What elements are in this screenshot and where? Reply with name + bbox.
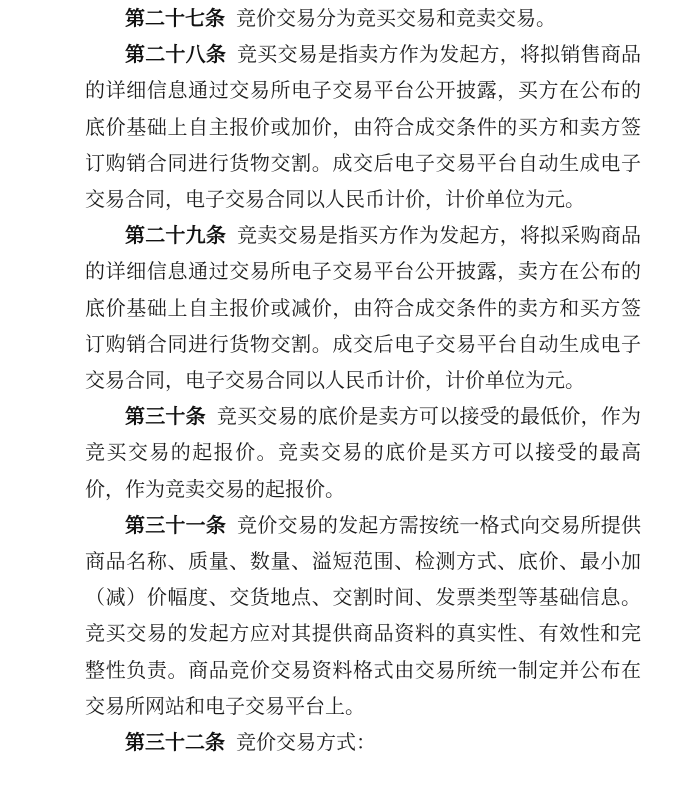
article-paragraph (85, 37, 641, 218)
article-number: 第二十七条 (125, 8, 225, 30)
article-text: 竞价交易的发起方需按统一格式向交易所提供商品名称、质量、数量、溢短范围、检测方式、底价、最小加（减）价幅度、交货地点、交割时间、发票类型等基础信息。竞买交易的发起方应对其提供商品资料的真实性、有效性和完整性负责。商品竞价交易资料格式由交易所统一制定并公布在交易所网站和电子交易平台上。 (85, 514, 642, 718)
article-number: 第三十二条 (125, 732, 225, 755)
document-body (85, 1, 641, 761)
article-paragraph (85, 399, 641, 508)
article-number: 第二十八条 (125, 44, 227, 67)
article-paragraph (85, 725, 641, 761)
article-text: 竞价交易分为竞买交易和竞卖交易。 (236, 8, 556, 30)
article-number: 第二十九条 (125, 225, 227, 248)
article-paragraph (85, 218, 641, 399)
article-text: 竞价交易方式： (236, 732, 376, 755)
article-paragraph (85, 508, 641, 725)
article-number: 第三十条 (125, 406, 206, 429)
article-text: 竞买交易的底价是卖方可以接受的最低价，作为竞买交易的起报价。竞卖交易的底价是买方可以接受的最高价，作为竞卖交易的起报价。 (85, 406, 642, 501)
article-text: 竞买交易是指卖方作为发起方，将拟销售商品的详细信息通过交易所电子交易平台公开披露，买方在公布的底价基础上自主报价或加价，由符合成交条件的买方和卖方签订购销合同进行货物交割。成交后电子交易平台自动生成电子交易合同，电子交易合同以人民币计价，计价单位为元。 (85, 44, 642, 212)
article-number: 第三十一条 (125, 514, 227, 537)
article-paragraph (85, 1, 641, 37)
article-text: 竞卖交易是指买方作为发起方，将拟采购商品的详细信息通过交易所电子交易平台公开披露，卖方在公布的底价基础上自主报价或减价，由符合成交条件的卖方和买方签订购销合同进行货物交割。成交后电子交易平台自动生成电子交易合同，电子交易合同以人民币计价，计价单位为元。 (85, 225, 642, 393)
